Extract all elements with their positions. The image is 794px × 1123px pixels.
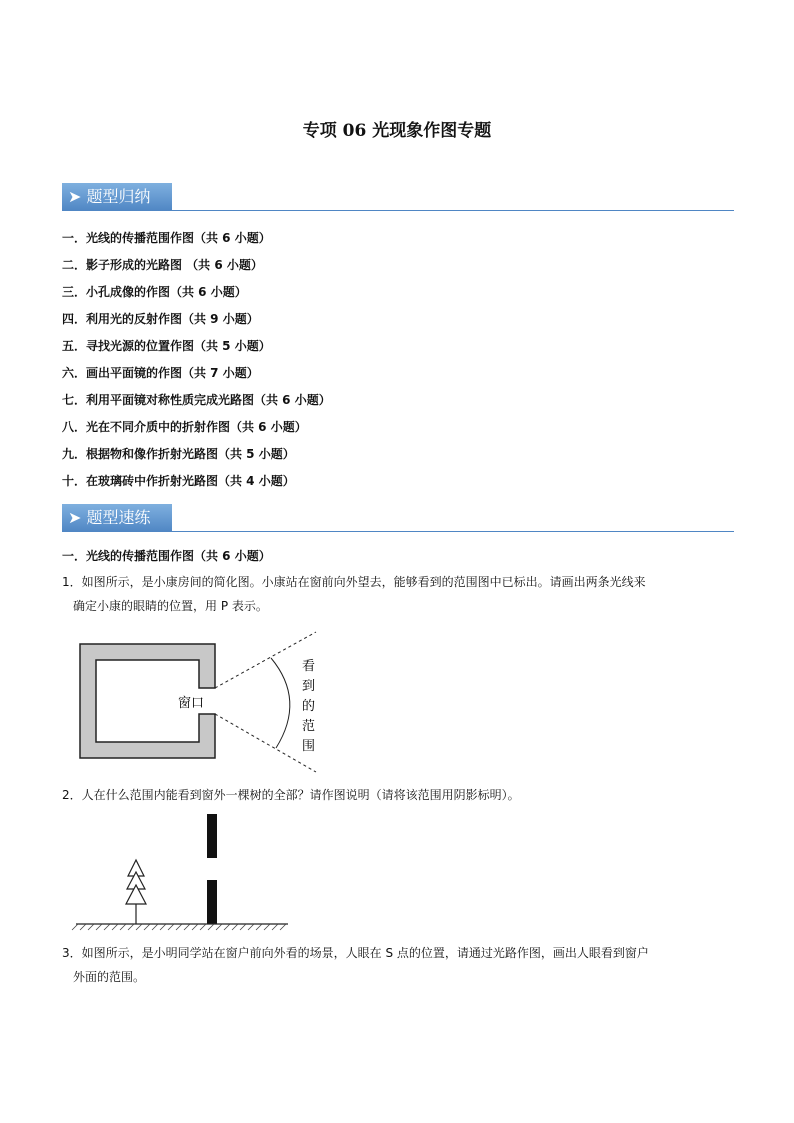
range-char-4: 范 xyxy=(302,719,316,734)
toc-item-5: 五．寻找光源的位置作图（共 5 小题） xyxy=(62,339,271,353)
figure-tree-window xyxy=(76,812,291,937)
section-header-summary xyxy=(62,183,734,213)
section-label-summary: ➤ 题型归纳 xyxy=(62,183,172,211)
ground-hatching xyxy=(72,924,286,930)
page-title: 专项 06 光现象作图专题 xyxy=(302,121,492,141)
section-header-practice xyxy=(62,504,734,534)
section-rule xyxy=(172,531,734,532)
question-1-line-1: 1．如图所示，是小康房间的简化图。小康站在窗前向外望去，能够看到的范围图中已标出。请画出两条光线来 xyxy=(62,575,646,589)
question-1 xyxy=(62,570,738,618)
question-2 xyxy=(62,783,738,807)
range-char-3: 的 xyxy=(302,699,316,714)
toc-item-3: 三．小孔成像的作图（共 6 小题） xyxy=(62,285,247,299)
tree-icon xyxy=(126,860,146,924)
wall-upper xyxy=(207,814,217,858)
toc-item-10: 十．在玻璃砖中作折射光路图（共 4 小题） xyxy=(62,474,295,488)
question-3 xyxy=(62,941,738,989)
toc-item-8: 八．光在不同介质中的折射作图（共 6 小题） xyxy=(62,420,307,434)
range-line-top xyxy=(215,632,316,688)
question-2-line-1: 2．人在什么范围内能看到窗外一棵树的全部？请作图说明（请将该范围用阴影标明）。 xyxy=(62,788,520,802)
toc-item-9: 九．根据物和像作折射光路图（共 5 小题） xyxy=(62,447,295,461)
wall-lower xyxy=(207,880,217,924)
practice-subheading: 一．光线的传播范围作图（共 6 小题） xyxy=(62,549,271,563)
question-3-line-1: 3．如图所示，是小明同学站在窗户前向外看的场景，人眼在 S 点的位置，请通过光路作图，画出人眼看到窗户 xyxy=(62,946,649,960)
range-arc xyxy=(271,658,290,748)
question-1-line-2: 确定小康的眼睛的位置，用 P 表示。 xyxy=(73,599,268,613)
range-char-2: 到 xyxy=(302,679,316,694)
range-line-bottom xyxy=(215,714,316,772)
section-rule xyxy=(172,210,734,211)
toc-item-1: 一．光线的传播范围作图（共 6 小题） xyxy=(62,231,271,245)
range-char-1: 看 xyxy=(302,659,316,674)
toc-item-6: 六．画出平面镜的作图（共 7 小题） xyxy=(62,366,259,380)
window-label: 窗口 xyxy=(177,696,205,711)
toc-item-7: 七．利用平面镜对称性质完成光路图（共 6 小题） xyxy=(62,393,331,407)
toc-item-2: 二．影子形成的光路图 （共 6 小题） xyxy=(62,258,263,272)
range-char-5: 围 xyxy=(302,739,316,754)
question-3-line-2: 外面的范围。 xyxy=(73,970,146,984)
section-label-practice: ➤ 题型速练 xyxy=(62,504,172,532)
toc-item-4: 四．利用光的反射作图（共 9 小题） xyxy=(62,312,259,326)
figure-room-window xyxy=(78,630,328,775)
